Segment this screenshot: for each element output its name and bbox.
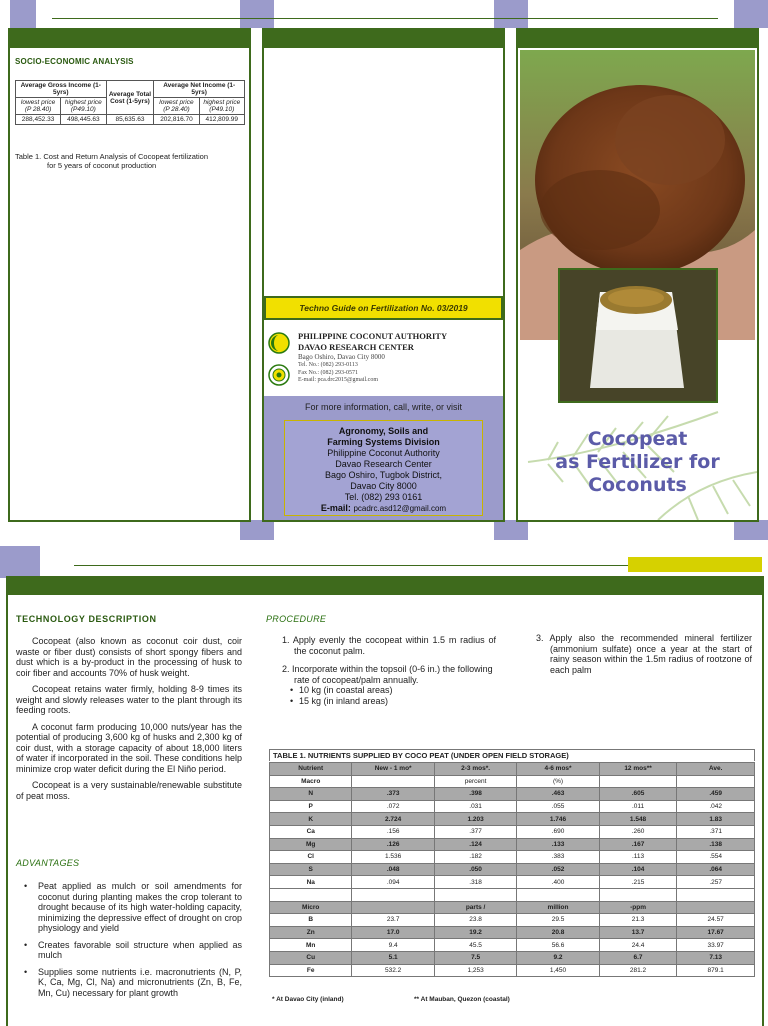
table-cell: .064 [677,863,755,876]
decor-tab [734,520,768,540]
table-cell: 17.67 [677,926,755,939]
decor-tab [734,0,768,28]
table-cell: .031 [434,800,516,813]
table-cell: 24.57 [677,914,755,927]
table-cell: .126 [352,838,434,851]
table-cell: 2.724 [352,813,434,826]
socio-title: SOCIO-ECONOMIC ANALYSIS [15,57,134,66]
table-cell: parts / [434,901,516,914]
table-row [270,876,755,889]
nutrient-name-cell: S [270,863,352,876]
table-cell: 1,450 [517,964,599,977]
front-cover-panel [516,28,759,522]
table-cell: .554 [677,851,755,864]
decor-tab [240,0,274,28]
division-name: Agronomy, Soils and [338,426,429,436]
decor-tab [0,546,40,578]
nutrient-name-cell: Cl [270,851,352,864]
email-link[interactable]: pcadrc.asd12@gmail.com [353,504,447,513]
gross-income-header: Average Gross Income (1-5yrs) [16,81,107,98]
table-cell [352,888,434,901]
nutrient-name-cell [270,888,352,901]
table-cell: .463 [517,788,599,801]
address-line: Davao City 8000 [350,481,417,491]
table-cell: 4-6 mos* [517,763,599,776]
table-row [270,926,755,939]
table-cell: .373 [352,788,434,801]
table-cell [434,888,516,901]
table-cell: 1.746 [517,813,599,826]
table-cell: .605 [599,788,677,801]
table-cell: 13.7 [599,926,677,939]
table-cell [677,901,755,914]
techguide-banner: Techno Guide on Fertilization No. 03/2019 [264,296,503,320]
table-caption [15,152,247,170]
table-cell: 1.83 [677,813,755,826]
divider-line [52,18,718,19]
table-cell: 21.3 [599,914,677,927]
nutrient-name-cell: Nutrient [270,763,352,776]
table-row [270,838,755,851]
lowest-price-header: lowest price (P 28.40) [154,98,199,115]
table-cell: .050 [434,863,516,876]
table-row [270,825,755,838]
table-row [270,813,755,826]
table-group-row [270,901,755,914]
table-cell: 5.1 [352,951,434,964]
table-cell: .113 [599,851,677,864]
table-cell: .048 [352,863,434,876]
divider-line [74,565,628,566]
table-cell [599,888,677,901]
advantages-list [16,881,242,1004]
table-cell: .260 [599,825,677,838]
table-cell: 1.203 [434,813,516,826]
table-cell: 23.7 [352,914,434,927]
contact-box [284,420,483,516]
drc-logo-icon [268,364,290,386]
tel-text: Tel. No.: (082) 293-0113 [298,362,358,368]
table-cell: .042 [677,800,755,813]
cost-return-table [15,80,245,125]
cover-title-line: Coconuts [588,474,687,496]
table-cell: .104 [599,863,677,876]
table-cell: .011 [599,800,677,813]
table-cell: .072 [352,800,434,813]
table-cell: 6.7 [599,951,677,964]
table-cell: 532.2 [352,964,434,977]
highest-price-header: highest price (P49.10) [199,98,244,115]
table-row [270,800,755,813]
table-cell: 1.536 [352,851,434,864]
address-line: Bago Oshiro, Tugbok District, [324,470,443,480]
table-cell: 56.6 [517,939,599,952]
table-cell: 7.5 [434,951,516,964]
table-cell: .138 [677,838,755,851]
list-item: • Peat applied as mulch or soil amendments for coconut during planting makes the crop tolerant to drought because of its high water-holding capacity, minimizing the depressive effect of drought on crop physiology and yield [16,881,242,934]
lowest-price-header: lowest price (P 28.40) [16,98,61,115]
decor-yellow-bar [628,557,762,572]
panel-header-bar [10,30,249,48]
table-cell: .690 [517,825,599,838]
table-cell: .215 [599,876,677,889]
table-cell: 2-3 mos*. [434,763,516,776]
table-cell: .398 [434,788,516,801]
table-cell [352,775,434,788]
table-cell: 281.2 [599,964,677,977]
table-cell: -ppm [599,901,677,914]
table-cell: New - 1 mo* [352,763,434,776]
nutrient-name-cell: Micro [270,901,352,914]
table-row [270,851,755,864]
advantages-title: ADVANTAGES [16,858,80,868]
nutrient-name-cell: Na [270,876,352,889]
table-cell: 202,816.70 [154,115,199,125]
table-row [270,951,755,964]
nutrient-name-cell: K [270,813,352,826]
fax-text: Fax No.: (082) 293-0571 [298,369,358,376]
table-cell: 1.548 [599,813,677,826]
email-text: E-mail: pca.drc2015@gmail.com [298,377,379,383]
list-item: • 10 kg (in coastal areas) [282,685,496,696]
table-cell: 288,452.33 [16,115,61,125]
table-cell: 498,445.63 [61,115,106,125]
table-cell: .257 [677,876,755,889]
pca-address-block [298,331,498,385]
info-intro: For more information, call, write, or visit [304,402,463,412]
table-cell: .318 [434,876,516,889]
pca-logo-icon [268,332,290,354]
table-cell: 17.0 [352,926,434,939]
table-cell: .124 [434,838,516,851]
table-cell: .383 [517,851,599,864]
back-cover-panel [262,28,505,522]
division-name: Farming Systems Division [327,437,440,447]
table-group-row [270,775,755,788]
table-cell: .182 [434,851,516,864]
table-cell: 24.4 [599,939,677,952]
table-cell: 45.5 [434,939,516,952]
table-cell: .052 [517,863,599,876]
list-item: • 15 kg (in inland areas) [282,696,496,707]
nutrient-name-cell: B [270,914,352,927]
table-cell: million [517,901,599,914]
panel-header-bar [8,578,762,595]
procedure-step: 2. Incorporate within the topsoil (0-6 in.) the following rate of cocopeat/palm annually. [282,664,493,685]
table-cell: 412,809.99 [199,115,244,125]
panel-header-bar [264,30,503,48]
table-cell: .133 [517,838,599,851]
cocopeat-sack-photo [558,268,718,403]
table-row [270,863,755,876]
decor-tab [494,0,528,28]
table-cell [517,888,599,901]
table-cell: .055 [517,800,599,813]
paragraph: Cocopeat is a very sustainable/renewable substitute of peat moss. [16,780,242,801]
caption-line: for 5 years of coconut production [47,161,157,170]
procedure-step: 3. Apply also the recommended mineral fertilizer (ammonium sulfate) once a year at the start of rainy season within the 1.5m radius of rootzone of each palm [536,633,752,675]
nutrient-name-cell: Zn [270,926,352,939]
table-cell: 12 mos** [599,763,677,776]
table-cell [677,888,755,901]
table-cell: 19.2 [434,926,516,939]
table-cell [599,775,677,788]
socio-panel [8,28,251,522]
table-cell: .094 [352,876,434,889]
rate-list [282,685,496,706]
nutrient-table-title: TABLE 1. NUTRIENTS SUPPLIED BY COCO PEAT (UNDER OPEN FIELD STORAGE) [269,749,755,761]
table-row [270,939,755,952]
table-spacer-row [270,888,755,901]
panel-header-bar [518,30,757,48]
email-label: E-mail: [320,503,351,513]
address-text: Bago Oshiro, Davao City 8000 [298,353,385,361]
nutrient-name-cell: Cu [270,951,352,964]
paragraph: Cocopeat retains water firmly, holding 8-9 times its weight and slowly releases water to the plant through its feeding roots. [16,684,242,715]
tech-description [16,636,242,801]
procedure-steps [282,635,496,706]
org-text: Philippine Coconut Authority [327,448,440,458]
decor-tab [10,0,36,28]
table-cell: .400 [517,876,599,889]
table-cell: 9.4 [352,939,434,952]
table-cell: (%) [517,775,599,788]
section-title: TECHNOLOGY DESCRIPTION [16,614,157,624]
nutrient-name-cell: Mn [270,939,352,952]
table-row [270,964,755,977]
list-item: • Creates favorable soil structure when applied as mulch [16,940,242,961]
center-text: Davao Research Center [335,459,432,469]
info-box [264,396,503,520]
table-row [270,788,755,801]
paragraph: Cocopeat (also known as coconut coir dust, coir waste or fiber dust) consists of short spongy fibers and dust which is a by-product in the processing of husk to coir fiber and accounts 70% of husk weight. [16,636,242,678]
table-cell: 33.97 [677,939,755,952]
table-row [270,914,755,927]
cover-title-line: as Fertilizer for [555,451,720,473]
paragraph: A coconut farm producing 10,000 nuts/year has the potential of producing 3,600 kg of husks and 2,300 kg of coir dust, with a storage capacity of about 18,000 liters of water if incorporated in the soil. These conditions help minimize crop water deficit during the El Niño period. [16,721,242,774]
table-cell: .371 [677,825,755,838]
nutrient-name-cell: Ca [270,825,352,838]
org-name: PHILIPPINE COCONUT AUTHORITY [298,331,448,341]
table-cell: 85,635.63 [106,115,154,125]
table-header-row [270,763,755,776]
nutrient-name-cell: P [270,800,352,813]
footnote-coastal: ** At Mauban, Quezon (coastal) [414,996,510,1003]
procedure-title: PROCEDURE [266,614,327,624]
procedure-step: 1. Apply evenly the cocopeat within 1.5 m radius of the coconut palm. [282,635,496,656]
table-cell: percent [434,775,516,788]
table-cell: .377 [434,825,516,838]
total-cost-header: Average Total Cost (1-5yrs) [106,81,154,115]
nutrient-table [269,762,755,977]
decor-tab [494,520,528,540]
table-cell: .459 [677,788,755,801]
procedure-step-3 [536,633,752,675]
table-cell: 9.2 [517,951,599,964]
table-cell: 879.1 [677,964,755,977]
table-cell [677,775,755,788]
table-cell: 29.5 [517,914,599,927]
nutrient-table-wrap [269,762,755,977]
table-cell: 7.13 [677,951,755,964]
cover-title-line: Cocopeat [587,428,688,450]
table-cell: Ave. [677,763,755,776]
nutrient-name-cell: Macro [270,775,352,788]
phone-text: Tel. (082) 293 0161 [344,492,423,502]
email-line [285,503,482,514]
center-name: DAVAO RESEARCH CENTER [298,342,414,352]
table-cell: 20.8 [517,926,599,939]
table-cell: .167 [599,838,677,851]
nutrient-name-cell: Fe [270,964,352,977]
highest-price-header: highest price (P49.10) [61,98,106,115]
decor-tab [240,520,274,540]
cover-title [518,428,757,497]
table-cell: .156 [352,825,434,838]
list-item: • Supplies some nutrients i.e. macronutrients (N, P, K, Ca, Mg, Cl, Na) and micronutrients (Zn, B, Fe, Mn, Cu) necessary for plant growth [16,967,242,999]
table-cell: 23.8 [434,914,516,927]
table-cell: 1,253 [434,964,516,977]
caption-line: Table 1. Cost and Return Analysis of Cocopeat fertilization [15,152,209,161]
net-income-header: Average Net Income (1-5yrs) [154,81,245,98]
nutrient-name-cell: N [270,788,352,801]
footnote-inland: * At Davao City (inland) [272,996,344,1003]
nutrient-name-cell: Mg [270,838,352,851]
table-cell [352,901,434,914]
